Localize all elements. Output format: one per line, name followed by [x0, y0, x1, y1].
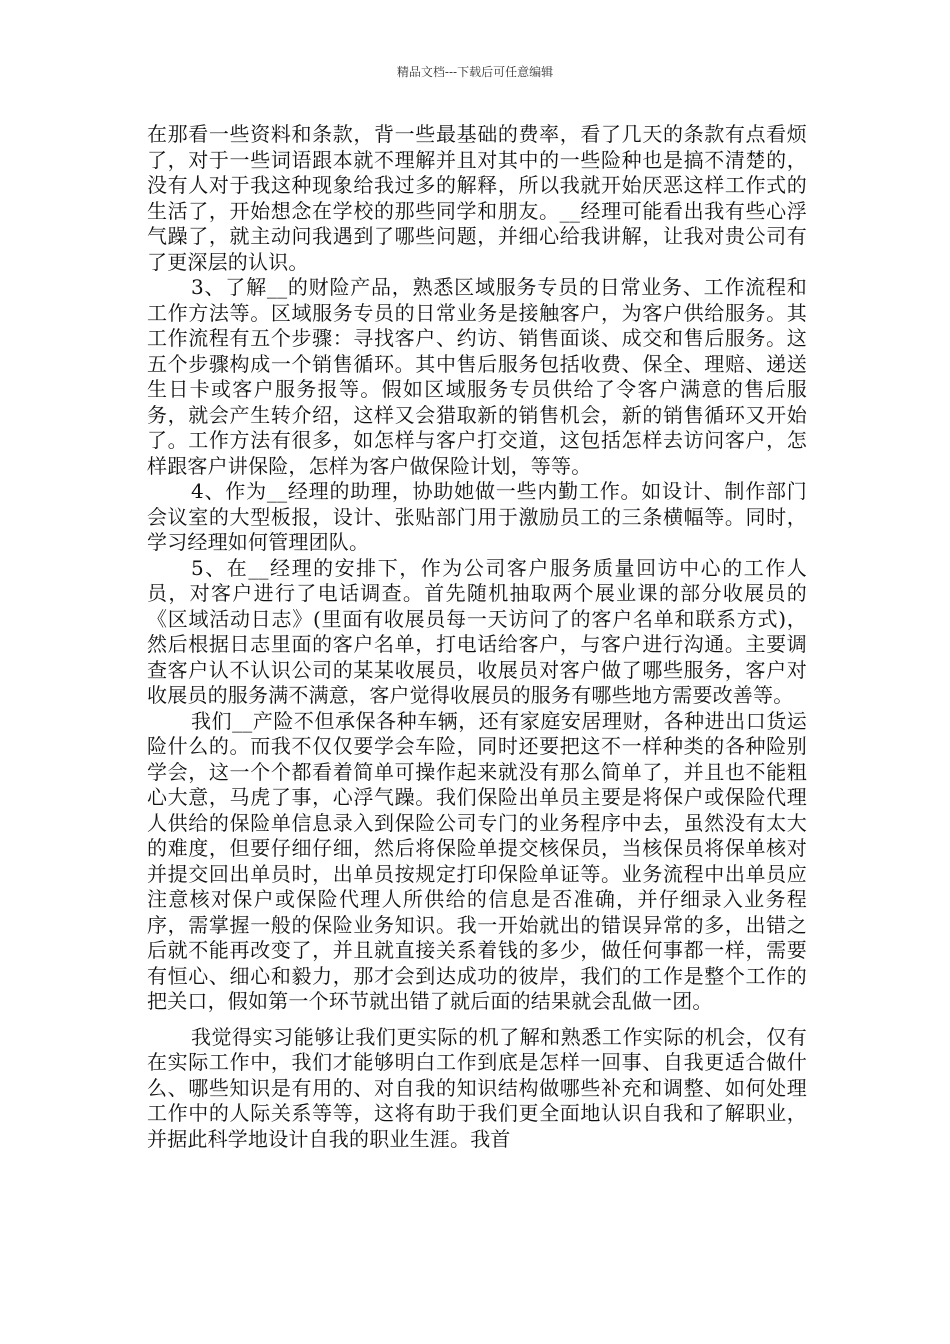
page-header: 精品文档---下载后可任意编辑 — [396, 65, 554, 79]
paragraph-3: 4、作为__经理的助理，协助她做一些内勤工作。如设计、制作部门会议室的大型板报，设计、张贴部门用于激励员工的三条横幅等。同时，学习经理如何管理团队。 — [147, 479, 807, 554]
paragraph-4: 5、在__经理的安排下，作为公司客户服务质量回访中心的工作人员，对客户进行了电话调查。首先随机抽取两个展业课的部分收展员的《区域活动日志》(里面有收展员每一天访问了的客户名单和联系方式)，然后根据日志里面的客户名单，打电话给客户，与客户进行沟通。主要调查客户认不认识公司的某某收展员，收展员对客户做了哪些服务，客户对收展员的服务满不满意，客户觉得收展员的服务有哪些地方需要改善等。 — [147, 555, 807, 707]
document-body — [147, 122, 807, 1152]
paragraph-1: 在那看一些资料和条款，背一些最基础的费率，看了几天的条款有点看烦了，对于一些词语跟本就不理解并且对其中的一些险种也是搞不清楚的，没有人对于我这种现象给我过多的解释，所以我就开始厌恶这样工作式的生活了，开始想念在学校的那些同学和朋友。__经理可能看出我有些心浮气躁了，就主动问我遇到了哪些问题，并细心给我讲解，让我对贵公司有了更深层的认识。 — [147, 122, 807, 274]
paragraph-2: 3、了解__的财险产品，熟悉区域服务专员的日常业务、工作流程和工作方法等。区域服务专员的日常业务是接触客户，为客户供给服务。其工作流程有五个步骤：寻找客户、约访、销售面谈、成交和售后服务。这五个步骤构成一个销售循环。其中售后服务包括收费、保全、理赔、递送生日卡或客户服务报等。假如区域服务专员供给了令客户满意的售后服务，就会产生转介绍，这样又会猎取新的销售机会，新的销售循环又开始了。工作方法有很多，如怎样与客户打交道，这包括怎样去访问客户，怎样跟客户讲保险，怎样为客户做保险计划，等等。 — [147, 275, 807, 478]
paragraph-5: 我们__产险不但承保各种车辆，还有家庭安居理财，各种进出口货运险什么的。而我不仅仅要学会车险，同时还要把这不一样种类的各种险别学会，这一个个都看着简单可操作起来就没有那么简单了，并且也不能粗心大意，马虎了事，心浮气躁。我们保险出单员主要是将保户或保险代理人供给的保险单信息录入到保险公司专门的业务程序中去，虽然没有太大的难度，但要仔细仔细，然后将保险单提交核保员，当核保员将保单核对并提交回出单员时，出单员按规定打印保险单证等。业务流程中出单员应注意核对保户或保险代理人所供给的信息是否准确，并仔细录入业务程序，需掌握一般的保险业务知识。我一开始就出的错误异常的多，出错之后就不能再改变了，并且就直接关系着钱的多少，做任何事都一样，需要有恒心、细心和毅力，那才会到达成功的彼岸，我们的工作是整个工作的把关口，假如第一个环节就出错了就后面的结果就会乱做一团。 — [147, 708, 807, 1013]
paragraph-6: 我觉得实习能够让我们更实际的机了解和熟悉工作实际的机会，仅有在实际工作中，我们才能够明白工作到底是怎样一回事、自我更适合做什么、哪些知识是有用的、对自我的知识结构做哪些补充和调整、如何处理工作中的人际关系等等，这将有助于我们更全面地认识自我和了解职业，并据此科学地设计自我的职业生涯。我首 — [147, 1024, 807, 1151]
